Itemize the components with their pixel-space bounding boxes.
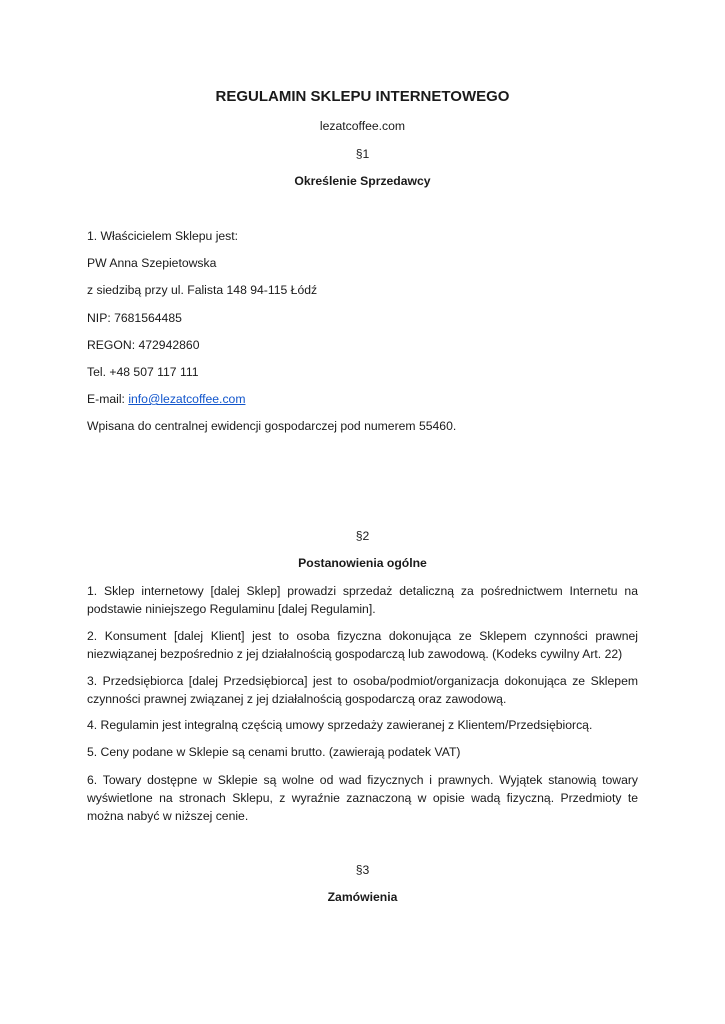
owner-address: z siedzibą przy ul. Falista 148 94-115 Łódź — [87, 283, 318, 297]
section-2-paragraph-6: 6. Towary dostępne w Sklepie są wolne od wad fizycznych i prawnych. Wyjątek stanowią towary wyświetlone na stronach Sklepu, z wyraźnie zaznaczoną w opisie wadą fizyczną. Przedmioty te można nabyć w niższej cenie. — [87, 773, 638, 823]
section-3-heading: Zamówienia — [327, 890, 398, 904]
owner-name: PW Anna Szepietowska — [87, 256, 217, 270]
section-2-paragraph-4: 4. Regulamin jest integralną częścią umowy sprzedaży zawieranej z Klientem/Przedsiębiorcą. — [87, 718, 593, 732]
section-2-paragraph-3: 3. Przedsiębiorca [dalej Przedsiębiorca] jest to osoba/podmiot/organizacja dokonująca ze Sklepem czynności prawnej związanej z jej działalnością gospodarczą oraz zawodową. — [87, 674, 638, 706]
section-1-number: §1 — [355, 147, 370, 161]
email-link[interactable]: info@lezatcoffee.com — [128, 392, 246, 406]
website-name: lezatcoffee.com — [319, 119, 406, 133]
email-line — [87, 392, 245, 406]
section-2-heading: Postanowienia ogólne — [298, 556, 427, 570]
section-2-paragraph-2: 2. Konsument [dalej Klient] jest to osoba fizyczna dokonująca ze Sklepem czynności prawnej niezwiązanej bezpośrednio z jej działalnością gospodarczą lub zawodową. (Kodeks cywilny Art. 22) — [87, 629, 638, 661]
owner-intro: 1. Właścicielem Sklepu jest: — [87, 229, 239, 243]
regon-number: REGON: 472942860 — [87, 338, 200, 352]
section-1-heading: Określenie Sprzedawcy — [294, 174, 431, 188]
nip-number: NIP: 7681564485 — [87, 311, 182, 325]
section-2-paragraph-1: 1. Sklep internetowy [dalej Sklep] prowadzi sprzedaż detaliczną za pośrednictwem Internetu na podstawie niniejszego Regulaminu [dalej Regulamin]. — [87, 584, 638, 616]
registry-info: Wpisana do centralnej ewidencji gospodarczej pod numerem 55460. — [87, 419, 457, 433]
section-2-paragraph-5: 5. Ceny podane w Sklepie są cenami brutto. (zawierają podatek VAT) — [87, 745, 461, 759]
email-label: E-mail: — [87, 392, 129, 406]
phone-number: Tel. +48 507 117 111 — [87, 365, 199, 379]
section-2-number: §2 — [355, 529, 370, 543]
document-title: REGULAMIN SKLEPU INTERNETOWEGO — [215, 88, 510, 105]
section-3-number: §3 — [355, 863, 370, 877]
